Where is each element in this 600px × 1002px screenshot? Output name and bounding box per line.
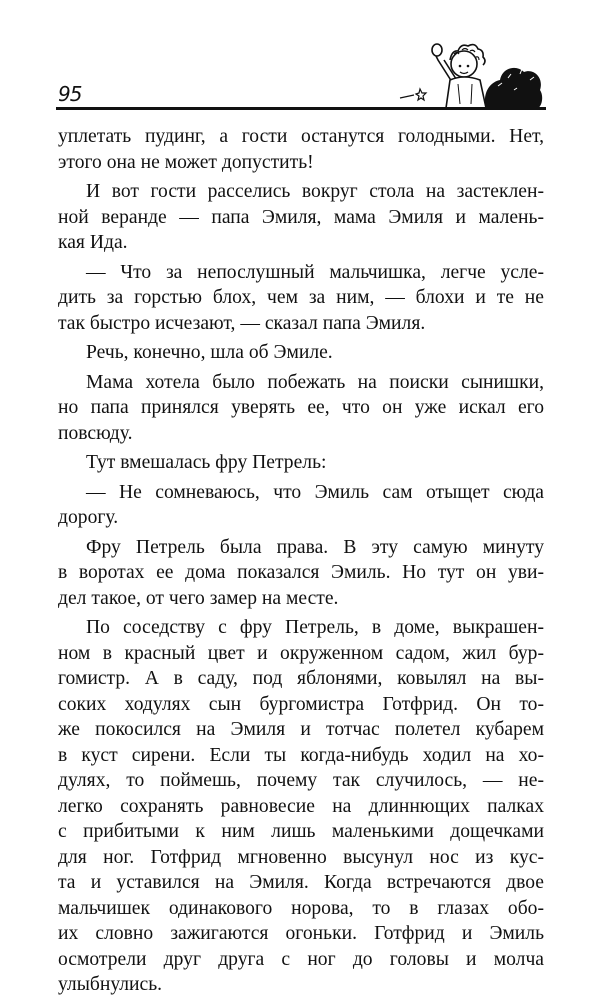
text-line: та и уставился на Эмиля. Когда встречаются двое (58, 872, 544, 893)
text-line: в воротах ее дома показался Эмиль. Но тут он уви- (58, 562, 544, 583)
text-line: гомистр. А в саду, под яблонями, ковылял на вы- (58, 668, 544, 689)
body-text (58, 124, 544, 1002)
paragraph-9 (58, 615, 544, 998)
text-line: этого она не может допустить! (58, 151, 314, 173)
text-line: же покосился на Эмиля и тотчас полетел кубарем (58, 719, 544, 740)
text-line: дорогу. (58, 507, 119, 528)
text-line: ной веранде — папа Эмиля, мама Эмиля и малень- (58, 206, 544, 228)
boy-illustration-icon (394, 38, 544, 110)
text-line: Мама хотела было побежать на поиски сынишки, (86, 371, 544, 393)
text-line: ном в красный цвет и окруженном садом, жил бур- (58, 642, 544, 664)
text-line: — Не сомневаюсь, что Эмиль сам отыщет сюда (86, 481, 544, 503)
text-line: но папа принялся уверять ее, что он уже искал его (58, 397, 544, 418)
text-line: мальчишек одинакового норова, то в глазах обо- (58, 897, 544, 919)
paragraph-2 (58, 179, 544, 256)
text-line: Фру Петрель была права. В эту самую минуту (86, 536, 544, 558)
paragraph-5 (58, 370, 544, 447)
text-line: их словно зажигаются огоньки. Готфрид и Эмиль (58, 923, 544, 944)
text-line: — Что за непослушный мальчишка, легче усле- (86, 261, 544, 283)
text-line: соких ходулях сын бургомистра Готфрид. Он то- (58, 693, 544, 715)
header-rule (56, 107, 546, 110)
text-line: дел такое, от чего замер на месте. (58, 587, 339, 609)
text-line: осмотрели друг друга с ног до головы и молча (58, 948, 544, 970)
text-line: По соседству с фру Петрель, в доме, выкрашен- (86, 617, 544, 638)
text-line: уплетать пудинг, а гости останутся голодными. Нет, (58, 126, 544, 147)
text-line: в куст сирени. Если ты когда-нибудь ходил на хо- (58, 744, 544, 766)
text-line: кая Ида. (58, 232, 128, 253)
paragraph-7 (58, 480, 544, 531)
page-number: 95 (58, 82, 82, 106)
paragraph-6 (58, 450, 544, 476)
text-line: Тут вмешалась фру Петрель: (86, 452, 327, 473)
text-line: улыбнулись. (58, 974, 163, 995)
paragraph-3 (58, 260, 544, 337)
paragraph-4 (58, 340, 544, 366)
text-line: Речь, конечно, шла об Эмиле. (86, 342, 333, 363)
paragraph-8 (58, 535, 544, 612)
text-line: с прибитыми к ним лишь маленькими дощечками (58, 821, 544, 842)
text-line: так быстро исчезают, — сказал папа Эмиля. (58, 312, 426, 334)
text-line: дить за горстью блох, чем за ним, — блохи и те не (58, 287, 544, 308)
text-line: легко сохранять равновесие на длиннющих палках (58, 795, 544, 817)
paragraph-1 (58, 124, 544, 175)
text-line: повсюду. (58, 422, 133, 444)
text-line: для ног. Готфрид мгновенно высунул нос из кус- (58, 846, 544, 868)
text-line: И вот гости расселись вокруг стола на застеклен- (86, 181, 544, 202)
text-line: дулях, то поймешь, почему так случилось, — не- (58, 770, 544, 791)
